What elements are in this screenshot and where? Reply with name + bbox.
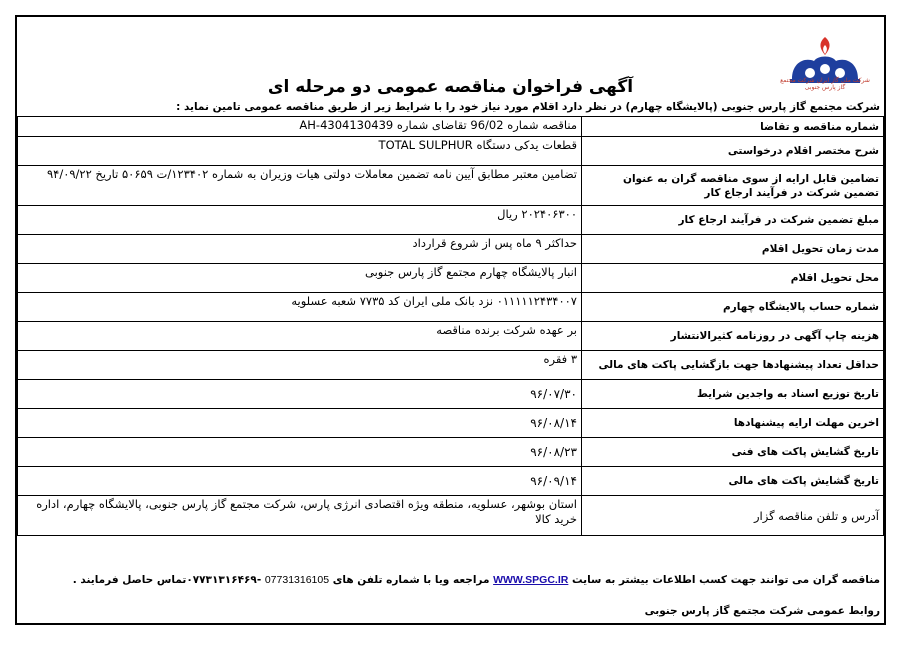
table-row	[18, 467, 884, 496]
row-label: مبلغ تضمین شرکت در فرآیند ارجاع کار	[582, 206, 884, 235]
row-value: ۳ فقره	[18, 351, 582, 380]
tender-notice	[15, 15, 886, 625]
public-relations-signature: روابط عمومی شرکت مجتمع گاز پارس جنوبی	[644, 605, 880, 617]
table-row	[18, 235, 884, 264]
phone-number: 07731316105	[264, 574, 330, 586]
row-label: مدت زمان تحویل اقلام	[582, 235, 884, 264]
row-label: شماره حساب پالایشگاه چهارم	[582, 293, 884, 322]
row-label: تضامین قابل ارایه از سوی مناقصه گران به عنوان تضمین شرکت در فرآیند ارجاع کار	[582, 166, 884, 206]
row-value: استان بوشهر، عسلویه، منطقه ویژه اقتصادی انرژی پارس، شرکت مجتمع گاز پارس جنوبی، پالایشگاه چهارم، اداره خرید کالا	[18, 496, 582, 536]
row-value: مناقصه شماره 96/02 تقاضای شماره 4304130439-AH	[18, 117, 582, 137]
row-value: ۲۰۲۴۰۶۳۰۰ ریال	[18, 206, 582, 235]
row-value: ۹۶/۰۸/۱۴	[18, 409, 582, 438]
tender-details-table	[17, 116, 884, 536]
table-row	[18, 264, 884, 293]
table-row	[18, 351, 884, 380]
row-value: ۰۱۱۱۱۱۲۴۳۴۰۰۷ نزد بانک ملی ایران کد ۷۷۳۵ شعبه عسلویه	[18, 293, 582, 322]
table-row	[18, 322, 884, 351]
table-row	[18, 496, 884, 536]
table-row	[18, 438, 884, 467]
row-value: تضامین معتبر مطابق آیین نامه تضمین معاملات دولتی هیات وزیران به شماره ۱۲۳۴۰۲/ت ۵۰۶۵۹ تاریخ ۹۴/۰۹/۲۲	[18, 166, 582, 206]
table-row	[18, 206, 884, 235]
row-value: انبار پالایشگاه چهارم مجتمع گاز پارس جنوبی	[18, 264, 582, 293]
table-row	[18, 166, 884, 206]
row-label: محل تحویل اقلام	[582, 264, 884, 293]
row-label: شرح مختصر اقلام درخواستی	[582, 137, 884, 166]
contact-footer	[25, 574, 880, 586]
notice-title: آگهی فراخوان مناقصه عمومی دو مرحله ای	[267, 77, 634, 97]
row-value: قطعات یدکی دستگاه TOTAL SULPHUR	[18, 137, 582, 166]
footer-text-2: مراجعه ویا با شماره تلفن های	[332, 574, 490, 586]
row-value: حداکثر ۹ ماه پس از شروع قرارداد	[18, 235, 582, 264]
table-row	[18, 409, 884, 438]
table-row	[18, 293, 884, 322]
row-value: ۹۶/۰۷/۳۰	[18, 380, 582, 409]
row-label: تاریخ گشایش پاکت های مالی	[582, 467, 884, 496]
table-row	[18, 117, 884, 137]
row-label: تاریخ گشایش پاکت های فنی	[582, 438, 884, 467]
website-link[interactable]: WWW.SPGC.IR	[493, 574, 569, 586]
row-label: هزینه چاپ آگهی در روزنامه کثیرالانتشار	[582, 322, 884, 351]
row-value: ۹۶/۰۸/۲۳	[18, 438, 582, 467]
row-value: ۹۶/۰۹/۱۴	[18, 467, 582, 496]
footer-text-3: تماس حاصل فرمایند .	[72, 574, 187, 586]
row-label: آدرس و تلفن مناقصه گزار	[582, 496, 884, 536]
phone-number-2: -۰۷۷۳۱۳۱۶۴۶۹	[186, 574, 262, 586]
row-label: حداقل تعداد پیشنهادها جهت بازگشایی پاکت های مالی	[582, 351, 884, 380]
footer-text-1: مناقصه گران می توانند جهت کسب اطلاعات بیشتر به سایت	[572, 574, 880, 586]
row-label: شماره مناقصه و تقاضا	[582, 117, 884, 137]
row-label: اخرین مهلت ارایه پیشنهادها	[582, 409, 884, 438]
table-row	[18, 380, 884, 409]
table-row	[18, 137, 884, 166]
logo-caption: شرکت ملی گاز ایران شرکت مجتمع گاز پارس جنوبی	[780, 77, 870, 91]
row-value: بر عهده شرکت برنده مناقصه	[18, 322, 582, 351]
notice-intro: شرکت مجتمع گاز پارس جنوبی (پالایشگاه چهارم) در نظر دارد اقلام مورد نیاز خود را با شرایط زیر از طریق مناقصه عمومی تامین نماید :	[176, 101, 880, 113]
row-label: تاریخ توزیع اسناد به واجدین شرایط	[582, 380, 884, 409]
